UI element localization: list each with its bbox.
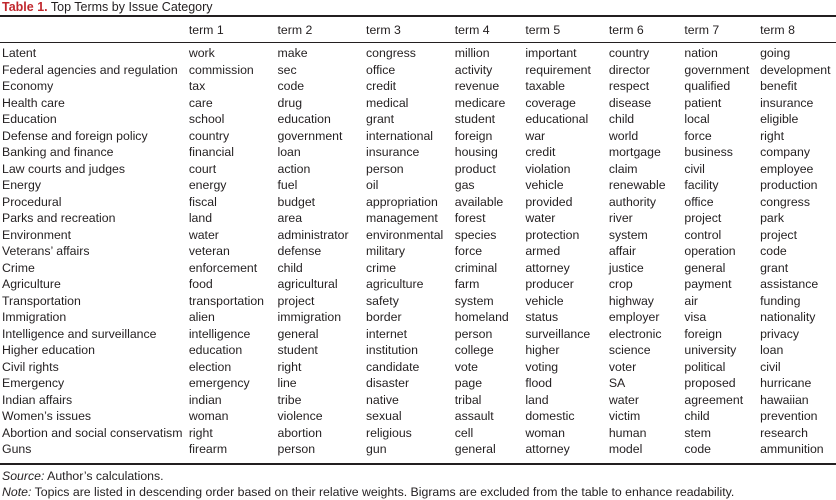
term-cell: safety: [366, 293, 399, 308]
term-cell: water: [525, 211, 556, 225]
header-cell: term 3: [366, 23, 401, 37]
table-row: [0, 177, 836, 194]
term-cell: person: [277, 442, 316, 456]
term-cell: privacy: [760, 326, 800, 341]
term-cell: respect: [608, 79, 650, 93]
term-cell: page: [454, 376, 483, 390]
term-cell: homeland: [454, 310, 509, 324]
term-cell: environmental: [366, 227, 444, 242]
table-row: [0, 128, 836, 145]
header-cell: term 4: [454, 23, 490, 37]
term-cell: farm: [454, 277, 480, 291]
term-cell: student: [454, 112, 496, 126]
term-cell: assault: [454, 409, 494, 423]
term-cell: alien: [188, 310, 215, 324]
term-cell: native: [366, 392, 399, 407]
term-cell: gas: [454, 178, 475, 192]
term-cell: housing: [454, 145, 498, 159]
term-cell: line: [277, 376, 297, 390]
term-cell: indian: [188, 392, 222, 407]
table-row: [0, 342, 836, 359]
term-cell: firearm: [188, 442, 228, 456]
term-cell: important: [525, 46, 577, 60]
term-cell: employee: [760, 161, 814, 176]
term-cell: right: [760, 128, 784, 143]
category-cell: Latent: [2, 46, 37, 60]
term-cell: renewable: [608, 178, 666, 192]
term-cell: fuel: [277, 178, 298, 192]
category-cell: Health care: [2, 95, 65, 110]
term-cell: administrator: [277, 227, 349, 242]
term-cell: attorney: [525, 442, 570, 456]
term-cell: million: [454, 46, 490, 60]
term-cell: taxable: [525, 79, 565, 93]
term-cell: gun: [366, 442, 387, 456]
category-cell: Education: [2, 112, 57, 126]
term-cell: intelligence: [188, 326, 251, 341]
category-cell: Guns: [2, 442, 32, 456]
term-cell: child: [684, 409, 710, 423]
term-cell: make: [277, 46, 308, 60]
term-cell: defense: [277, 244, 322, 258]
category-cell: Environment: [2, 227, 72, 242]
term-cell: woman: [525, 425, 565, 440]
term-cell: flood: [525, 376, 552, 390]
table-row: [0, 425, 836, 442]
header-cell: term 6: [608, 23, 644, 37]
term-cell: funding: [760, 293, 801, 308]
term-cell: international: [366, 128, 434, 143]
term-cell: code: [760, 244, 787, 258]
term-cell: food: [188, 277, 213, 291]
table-notes: [2, 468, 734, 500]
term-cell: project: [684, 211, 722, 225]
term-cell: medicare: [454, 95, 506, 110]
term-cell: voter: [608, 359, 637, 374]
term-cell: payment: [684, 277, 732, 291]
term-cell: insurance: [366, 145, 420, 159]
term-cell: project: [760, 227, 797, 242]
term-cell: force: [684, 128, 712, 143]
term-cell: claim: [608, 161, 638, 176]
term-cell: visa: [684, 310, 707, 324]
term-cell: nationality: [760, 310, 816, 324]
term-cell: development: [760, 62, 831, 77]
term-cell: land: [525, 392, 549, 407]
term-cell: attorney: [525, 260, 570, 275]
term-cell: fiscal: [188, 194, 217, 209]
table-row: [0, 276, 836, 293]
term-cell: work: [188, 46, 215, 60]
header-cell: term 1: [188, 23, 224, 37]
term-cell: director: [608, 62, 650, 77]
term-cell: congress: [760, 194, 810, 209]
term-cell: system: [454, 293, 494, 308]
term-cell: child: [277, 260, 303, 275]
table-row: [0, 95, 836, 112]
note-text: Topics are listed in descending order based on their relative weights. Bigrams are excluded from the table to enhance readability.: [31, 485, 735, 499]
term-cell: person: [454, 326, 493, 341]
category-cell: Transportation: [2, 293, 81, 308]
term-cell: management: [366, 211, 438, 225]
category-cell: Parks and recreation: [2, 211, 116, 225]
table-row: [0, 326, 836, 343]
term-cell: species: [454, 227, 497, 242]
term-cell: armed: [525, 244, 561, 258]
term-cell: provided: [525, 194, 573, 209]
term-cell: affair: [608, 244, 636, 258]
table-row: [0, 441, 836, 458]
term-cell: civil: [684, 161, 705, 176]
term-cell: park: [760, 211, 784, 225]
term-cell: military: [366, 244, 405, 258]
table-row: [0, 392, 836, 409]
header-cell: term 5: [525, 23, 561, 37]
table-row: [0, 144, 836, 161]
category-cell: Intelligence and surveillance: [2, 326, 157, 341]
term-cell: religious: [366, 425, 412, 440]
table-body: [0, 45, 836, 458]
note-label: Note:: [2, 485, 32, 499]
category-cell: Banking and finance: [2, 145, 114, 159]
term-cell: human: [608, 425, 647, 440]
term-cell: local: [684, 112, 710, 126]
term-cell: educational: [525, 112, 589, 126]
term-cell: force: [454, 244, 483, 258]
term-cell: hurricane: [760, 376, 812, 390]
term-cell: water: [188, 227, 219, 242]
term-cell: right: [277, 359, 302, 374]
term-cell: project: [277, 293, 315, 308]
term-cell: criminal: [454, 260, 498, 275]
term-cell: operation: [684, 244, 736, 258]
term-cell: student: [277, 343, 318, 357]
term-cell: patient: [684, 95, 722, 110]
term-cell: stem: [684, 425, 712, 440]
term-cell: production: [760, 178, 818, 192]
category-cell: Law courts and judges: [2, 161, 126, 176]
term-cell: qualified: [684, 79, 731, 93]
term-cell: requirement: [525, 62, 591, 77]
term-cell: highway: [608, 293, 654, 308]
term-cell: vehicle: [525, 178, 564, 192]
term-cell: land: [188, 211, 213, 225]
source-text: Author’s calculations.: [44, 469, 164, 483]
term-cell: coverage: [525, 95, 576, 110]
term-cell: disease: [608, 95, 652, 110]
table-row: [0, 227, 836, 244]
top-rule: [0, 15, 836, 17]
term-cell: vehicle: [525, 293, 564, 308]
header-cell: term 8: [760, 23, 795, 37]
term-cell: oil: [366, 178, 379, 192]
term-cell: agriculture: [366, 277, 424, 291]
term-cell: internet: [366, 326, 408, 341]
term-cell: drug: [277, 95, 303, 110]
term-cell: surveillance: [525, 326, 591, 341]
term-cell: court: [188, 161, 217, 176]
term-cell: area: [277, 211, 303, 225]
term-cell: code: [684, 442, 712, 456]
source-line: [2, 468, 734, 484]
term-cell: commission: [188, 62, 254, 77]
table-row: [0, 62, 836, 79]
term-cell: domestic: [525, 409, 575, 423]
term-cell: water: [608, 392, 639, 407]
table-row: [0, 111, 836, 128]
term-cell: university: [684, 343, 737, 357]
term-cell: revenue: [454, 79, 500, 93]
term-cell: disaster: [366, 376, 410, 390]
category-cell: Energy: [2, 178, 41, 192]
table-row: [0, 45, 836, 62]
term-cell: mortgage: [608, 145, 661, 159]
term-cell: justice: [608, 260, 644, 275]
term-cell: crime: [366, 260, 397, 275]
table-number: Table 1.: [2, 0, 48, 14]
term-cell: business: [684, 145, 733, 159]
table-row: [0, 260, 836, 277]
term-cell: company: [760, 145, 810, 159]
term-cell: college: [454, 343, 494, 357]
term-cell: general: [684, 260, 726, 275]
term-cell: country: [188, 128, 230, 143]
table-row: [0, 243, 836, 260]
term-cell: science: [608, 343, 651, 357]
term-cell: school: [188, 112, 225, 126]
term-cell: immigration: [277, 310, 342, 324]
term-cell: product: [454, 161, 496, 176]
table-row: [0, 375, 836, 392]
header-cell: term 7: [684, 23, 720, 37]
category-cell: Veterans’ affairs: [2, 244, 90, 258]
term-cell: civil: [760, 359, 781, 374]
term-cell: action: [277, 161, 311, 176]
term-cell: protection: [525, 227, 580, 242]
term-cell: producer: [525, 277, 574, 291]
category-cell: Abortion and social conservatism: [2, 425, 183, 440]
term-cell: medical: [366, 95, 409, 110]
term-cell: foreign: [454, 128, 493, 143]
term-cell: right: [188, 425, 213, 440]
term-cell: credit: [366, 79, 397, 93]
term-cell: activity: [454, 62, 493, 77]
header-cell: term 2: [277, 23, 313, 37]
header-row: [0, 21, 836, 40]
term-cell: office: [366, 62, 396, 77]
term-cell: control: [684, 227, 722, 242]
term-cell: prevention: [760, 409, 818, 423]
term-cell: victim: [608, 409, 641, 423]
term-cell: crop: [608, 277, 633, 291]
term-cell: ammunition: [760, 442, 824, 456]
note-line: [2, 484, 734, 500]
term-cell: voting: [525, 359, 559, 374]
term-cell: facility: [684, 178, 719, 192]
term-cell: system: [608, 227, 648, 242]
term-cell: nation: [684, 46, 718, 60]
term-cell: credit: [525, 145, 556, 159]
term-cell: congress: [366, 46, 416, 60]
term-cell: world: [608, 128, 639, 143]
term-cell: emergency: [188, 376, 250, 390]
term-cell: grant: [366, 112, 395, 126]
term-cell: violation: [525, 161, 571, 176]
term-cell: candidate: [366, 359, 420, 374]
term-cell: research: [760, 425, 808, 440]
term-cell: tribe: [277, 392, 302, 407]
term-cell: general: [454, 442, 496, 456]
table-row: [0, 309, 836, 326]
term-cell: political: [684, 359, 726, 374]
term-cell: government: [277, 128, 343, 143]
term-cell: election: [188, 359, 232, 374]
term-cell: abortion: [277, 425, 322, 440]
term-cell: agricultural: [277, 277, 338, 291]
table-row: [0, 359, 836, 376]
table-row: [0, 78, 836, 95]
term-cell: energy: [188, 178, 227, 192]
term-cell: proposed: [684, 376, 736, 390]
term-cell: insurance: [760, 95, 814, 110]
term-cell: going: [760, 46, 791, 60]
term-cell: care: [188, 95, 213, 110]
category-cell: Indian affairs: [2, 392, 73, 407]
category-cell: Agriculture: [2, 277, 61, 291]
category-cell: Defense and foreign policy: [2, 128, 148, 143]
term-cell: institution: [366, 343, 418, 357]
term-cell: sexual: [366, 409, 402, 423]
term-cell: model: [608, 442, 643, 456]
term-cell: appropriation: [366, 194, 438, 209]
term-cell: hawaiian: [760, 392, 809, 407]
term-cell: eligible: [760, 112, 799, 126]
term-cell: violence: [277, 409, 323, 423]
category-cell: Women’s issues: [2, 409, 92, 423]
term-cell: air: [684, 293, 699, 308]
table-row: [0, 210, 836, 227]
term-cell: war: [525, 128, 546, 143]
term-cell: office: [684, 194, 714, 209]
term-cell: enforcement: [188, 260, 258, 275]
table-row: [0, 408, 836, 425]
category-cell: Federal agencies and regulation: [2, 62, 178, 77]
term-cell: country: [608, 46, 650, 60]
table-row: [0, 194, 836, 211]
term-cell: education: [188, 343, 243, 357]
term-cell: government: [684, 62, 750, 77]
term-cell: veteran: [188, 244, 230, 258]
header-cell: [0, 21, 189, 40]
category-cell: Procedural: [2, 194, 62, 209]
table-caption: [2, 0, 213, 14]
term-cell: vote: [454, 359, 478, 374]
category-cell: Economy: [2, 79, 54, 93]
term-cell: status: [525, 310, 559, 324]
term-cell: loan: [760, 343, 784, 357]
term-cell: transportation: [188, 293, 265, 308]
term-cell: benefit: [760, 79, 797, 93]
category-cell: Immigration: [2, 310, 67, 324]
term-cell: authority: [608, 194, 657, 209]
term-cell: sec: [277, 62, 297, 77]
term-cell: woman: [188, 409, 229, 423]
top-terms-table: [0, 21, 836, 458]
term-cell: forest: [454, 211, 486, 225]
term-cell: tribal: [454, 392, 482, 407]
term-cell: financial: [188, 145, 234, 159]
term-cell: assistance: [760, 277, 819, 291]
term-cell: employer: [608, 310, 660, 324]
source-label: Source:: [2, 469, 45, 483]
category-cell: Emergency: [2, 376, 65, 390]
table-row: [0, 161, 836, 178]
term-cell: code: [277, 79, 305, 93]
term-cell: agreement: [684, 392, 744, 407]
term-cell: budget: [277, 194, 316, 209]
term-cell: general: [277, 326, 319, 341]
table-title: Top Terms by Issue Category: [50, 0, 213, 14]
term-cell: river: [608, 211, 633, 225]
term-cell: child: [608, 112, 635, 126]
term-cell: loan: [277, 145, 301, 159]
category-cell: Civil rights: [2, 359, 59, 374]
bottom-rule: [0, 463, 836, 465]
term-cell: SA: [608, 376, 626, 390]
category-cell: Higher education: [2, 343, 95, 357]
term-cell: cell: [454, 425, 474, 440]
table-row: [0, 293, 836, 310]
term-cell: education: [277, 112, 331, 126]
term-cell: foreign: [684, 326, 722, 341]
term-cell: available: [454, 194, 504, 209]
term-cell: person: [366, 161, 404, 176]
term-cell: electronic: [608, 326, 662, 341]
category-cell: Crime: [2, 260, 35, 275]
term-cell: higher: [525, 343, 560, 357]
term-cell: grant: [760, 260, 789, 275]
term-cell: tax: [188, 79, 206, 93]
term-cell: border: [366, 310, 402, 324]
